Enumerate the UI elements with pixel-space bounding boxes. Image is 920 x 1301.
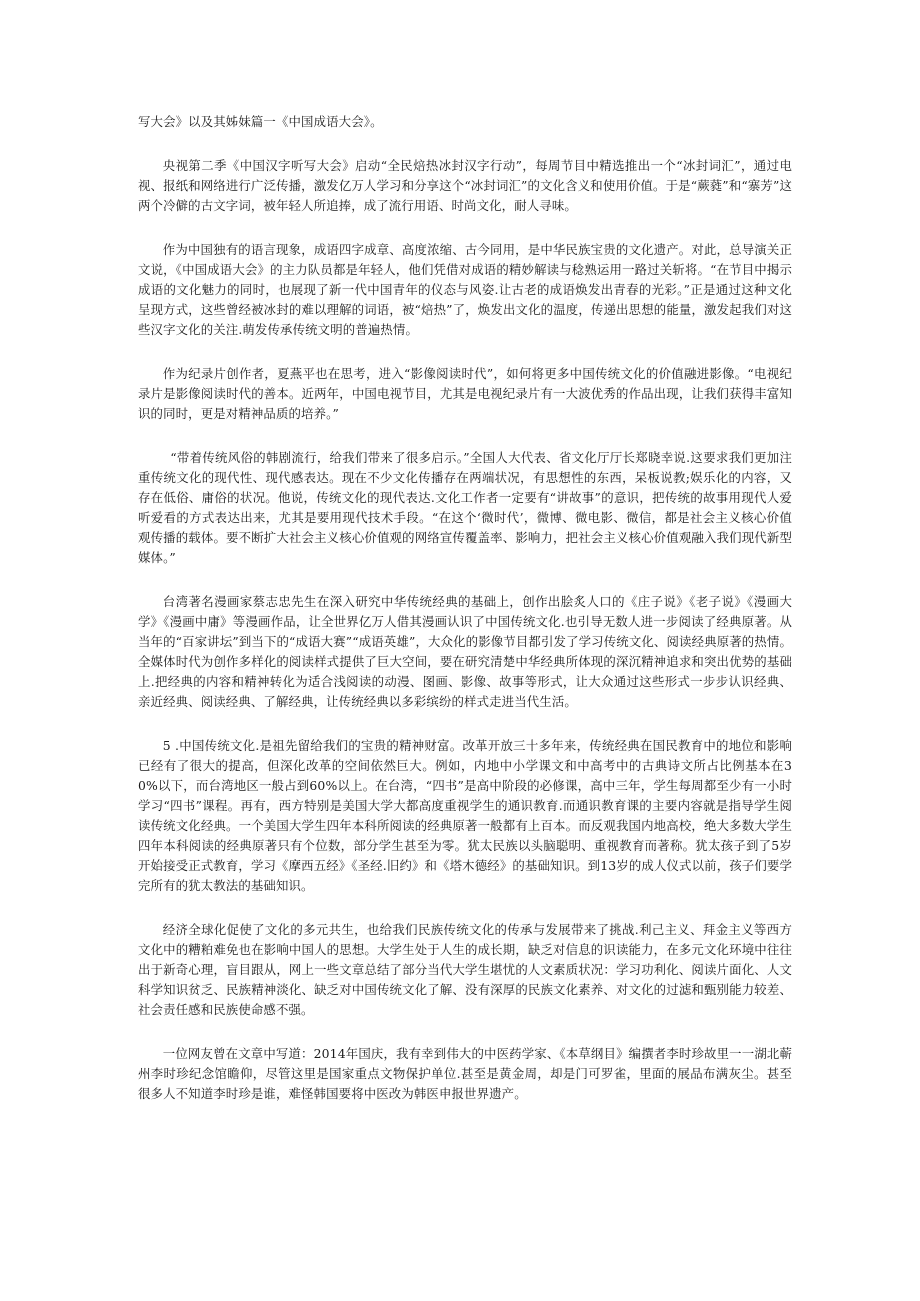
paragraph-3: 作为中国独有的语言现象，成语四字成章、高度浓缩、古今同用，是中华民族宝贵的文化遗产。对此，总导演关正文说，《中国成语大会》的主力队员都是年轻人，他们凭借对成语的精妙解读与稔熟运用一路过关斩将。“在节目中揭示成语的文化魅力的同时，也展现了新一代中国青年的仪态与风姿.让古老的成语焕发出青春的光彩。”正是通过这种文化呈现方式，这些曾经被冰封的难以理解的词语，被“焙热”了，焕发出文化的温度，传递出思想的能量，激发起我们对这些汉字文化的关注.萌发传承传统文明的普遍热情。	[138, 242, 792, 337]
paragraph-1: 写大会》以及其姊妹篇一《中国成语大会》。	[138, 114, 383, 129]
paragraph-5: “带着传统风俗的韩剧流行，给我们带来了很多启示。”全国人大代表、省文化厅厅长郑晓幸说.这要求我们更加注重传统文化的现代性、现代感表达。现在不少文化传播存在两端状况，有思想性的东西，呆板说教;娱乐化的内容，又存在低俗、庸俗的状况。他说，传统文化的现代表达.文化工作者一定要有“讲故事”的意识，把传统的故事用现代人爱听爱看的方式表达出来，尤其是要用现代技术手段。“在这个‘微时代’，微博、微电影、微信，都是社会主义核心价值观传播的载体。要不断扩大社会主义核心价值观的网络宣传覆盖率、影响力，把社会主义核心价值观融入我们现代新型媒体。”	[138, 450, 792, 565]
paragraph-2: 央视第二季《中国汉字听写大会》启动“全民焙热冰封汉字行动”，每周节目中精选推出一个“冰封词汇”，通过电视、报纸和网络进行广泛传播，激发亿万人学习和分享这个“冰封词汇”的文化含义和使用价值。于是“蕨蕤”和“寨芳”这两个冷僻的古文字词，被年轻人所追捧，成了流行用语、时尚文化，耐人寻味。	[138, 158, 792, 213]
document-body	[138, 112, 792, 1128]
paragraph-8: 经济全球化促使了文化的多元共生，也给我们民族传统文化的传承与发展带来了挑战.利己主义、拜金主义等西方文化中的糟粕难免也在影响中国人的思想。大学生处于人生的成长期，缺乏对信息的识读能力，在多元文化环境中往往出于新奇心理，盲目跟从，网上一些文章总结了部分当代大学生堪忧的人文素质状况：学习功利化、阅读片面化、人文科学知识贫乏、民族精神淡化、缺乏对中国传统文化了解、没有深厚的民族文化素养、对文化的过滤和甄别能力较差、社会责任感和民族使命感不强。	[138, 922, 792, 1017]
paragraph-7: 5 .中国传统文化.是祖先留给我们的宝贵的精神财富。改革开放三十多年来，传统经典在国民教育中的地位和影响已经有了很大的提高，但深化改革的空间依然巨大。例如，内地中小学课文和中高考中的古典诗文所占比例基本在30%以下，而台湾地区一般占到60%以上。在台湾，“四书”是高中阶段的必修课，高中三年，学生每周都至少有一小时学习“四书”课程。再有，西方特别是美国大学大都高度重视学生的通识教育.而通识教育课的主要内容就是指导学生阅读传统文化经典。一个美国大学生四年本科所阅读的经典原著一般都有上百本。而反观我国内地高校，绝大多数大学生四年本科阅读的经典原著只有个位数，部分学生甚至为零。犹太民族以头脑聪明、重视教育而著称。犹太孩子到了5岁开始接受正式教育，学习《摩西五经》《圣经.旧约》和《塔木德经》的基础知识。到13岁的成人仪式以前，孩子们要学完所有的犹太教法的基础知识。	[138, 738, 792, 893]
paragraph-9: 一位网友曾在文章中写道：2014年国庆，我有幸到伟大的中医药学家、《本草纲目》编撰者李时珍故里一一湖北蕲州李时珍纪念馆瞻仰，尽管这里是国家重点文物保护单位.甚至是黄金周，却是门可罗雀，里面的展品布满灰尘。甚至很多人不知道李时珍是谁，难怪韩国要将中医改为韩医申报世界遗产。	[138, 1046, 792, 1101]
paragraph-4: 作为纪录片创作者，夏燕平也在思考，进入“影像阅读时代”，如何将更多中国传统文化的价值融进影像。“电视纪录片是影像阅读时代的善本。近两年，中国电视节目，尤其是电视纪录片有一大波优秀的作品出现，让我们获得丰富知识的同时，更是对精神品质的培养。”	[138, 366, 792, 421]
paragraph-6: 台湾著名漫画家蔡志忠先生在深入研究中华传统经典的基础上，创作出脍炙人口的《庄子说》《老子说》《漫画大学》《漫画中庸》等漫画作品，让全世界亿万人借其漫画认识了中国传统文化.也引导无数人进一步阅读了经典原著。从当年的“百家讲坛”到当下的“成语大赛”“成语英雄”，大众化的影像节目都引发了学习传统文化、阅读经典原著的热情。全媒体时代为创作多样化的阅读样式提供了巨大空间，要在研究清楚中华经典所体现的深沉精神追求和突出优势的基础上.把经典的内容和精神转化为适合浅阅读的动漫、图画、影像、故事等形式，让大众通过这些形式一步步认识经典、亲近经典、阅读经典、了解经典，让传统经典以多彩缤纷的样式走进当代生活。	[138, 594, 792, 709]
